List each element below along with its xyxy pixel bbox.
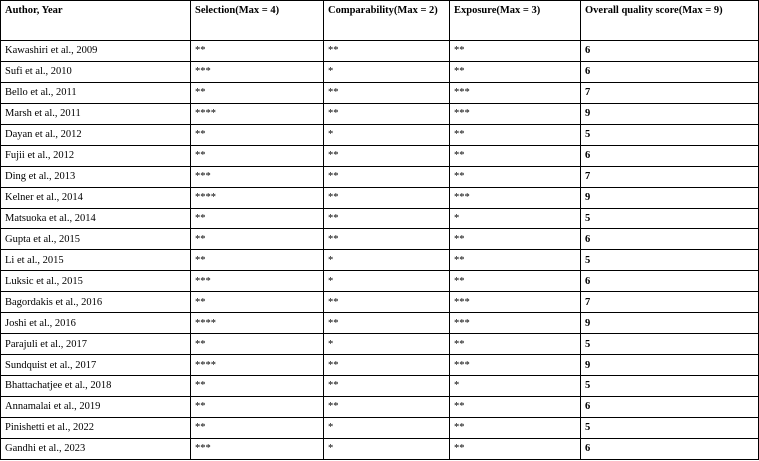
comparability-cell: ** (324, 145, 450, 166)
selection-cell: ** (191, 124, 324, 145)
comparability-cell: ** (324, 41, 450, 62)
exposure-cell: *** (450, 355, 581, 376)
selection-cell: *** (191, 166, 324, 187)
table-row (1, 103, 759, 124)
author-year-cell: Luksic et al., 2015 (1, 271, 191, 292)
comparability-cell: * (324, 271, 450, 292)
header-overall-score: Overall quality score(Max = 9) (581, 1, 759, 41)
selection-cell: ** (191, 208, 324, 229)
table-row (1, 145, 759, 166)
comparability-cell: ** (324, 82, 450, 103)
author-year-cell: Gupta et al., 2015 (1, 229, 191, 250)
author-year-cell: Fujii et al., 2012 (1, 145, 191, 166)
overall-score-cell: 5 (581, 417, 759, 438)
author-year-cell: Pinishetti et al., 2022 (1, 417, 191, 438)
table-row (1, 208, 759, 229)
selection-cell: ** (191, 396, 324, 417)
overall-score-cell: 9 (581, 187, 759, 208)
overall-score-cell: 5 (581, 250, 759, 271)
table-row (1, 187, 759, 208)
comparability-cell: ** (324, 187, 450, 208)
exposure-cell: ** (450, 145, 581, 166)
header-exposure: Exposure(Max = 3) (450, 1, 581, 41)
overall-score-cell: 5 (581, 208, 759, 229)
comparability-cell: * (324, 61, 450, 82)
overall-score-cell: 5 (581, 376, 759, 397)
author-year-cell: Sufi et al., 2010 (1, 61, 191, 82)
table-row (1, 438, 759, 459)
selection-cell: ** (191, 145, 324, 166)
table-row (1, 396, 759, 417)
exposure-cell: *** (450, 187, 581, 208)
overall-score-cell: 6 (581, 396, 759, 417)
author-year-cell: Bagordakis et al., 2016 (1, 292, 191, 313)
comparability-cell: ** (324, 313, 450, 334)
selection-cell: **** (191, 355, 324, 376)
overall-score-cell: 9 (581, 355, 759, 376)
author-year-cell: Joshi et al., 2016 (1, 313, 191, 334)
overall-score-cell: 5 (581, 334, 759, 355)
comparability-cell: ** (324, 376, 450, 397)
comparability-cell: * (324, 417, 450, 438)
selection-cell: *** (191, 61, 324, 82)
selection-cell: **** (191, 103, 324, 124)
table-row (1, 41, 759, 62)
selection-cell: *** (191, 438, 324, 459)
exposure-cell: ** (450, 61, 581, 82)
overall-score-cell: 7 (581, 166, 759, 187)
table-row (1, 376, 759, 397)
author-year-cell: Bello et al., 2011 (1, 82, 191, 103)
selection-cell: *** (191, 271, 324, 292)
header-author-year: Author, Year (1, 1, 191, 41)
exposure-cell: ** (450, 229, 581, 250)
table-row (1, 355, 759, 376)
selection-cell: ** (191, 41, 324, 62)
author-year-cell: Kelner et al., 2014 (1, 187, 191, 208)
table-row (1, 124, 759, 145)
comparability-cell: * (324, 124, 450, 145)
overall-score-cell: 6 (581, 61, 759, 82)
table-row (1, 417, 759, 438)
selection-cell: ** (191, 376, 324, 397)
author-year-cell: Annamalai et al., 2019 (1, 396, 191, 417)
selection-cell: ** (191, 417, 324, 438)
author-year-cell: Parajuli et al., 2017 (1, 334, 191, 355)
author-year-cell: Dayan et al., 2012 (1, 124, 191, 145)
selection-cell: ** (191, 334, 324, 355)
table-body (1, 41, 759, 460)
exposure-cell: *** (450, 292, 581, 313)
exposure-cell: * (450, 208, 581, 229)
table-row (1, 61, 759, 82)
table-row (1, 250, 759, 271)
selection-cell: **** (191, 313, 324, 334)
author-year-cell: Li et al., 2015 (1, 250, 191, 271)
overall-score-cell: 5 (581, 124, 759, 145)
author-year-cell: Matsuoka et al., 2014 (1, 208, 191, 229)
table-row (1, 313, 759, 334)
table-row (1, 82, 759, 103)
comparability-cell: * (324, 334, 450, 355)
selection-cell: ** (191, 250, 324, 271)
author-year-cell: Marsh et al., 2011 (1, 103, 191, 124)
exposure-cell: *** (450, 103, 581, 124)
overall-score-cell: 9 (581, 313, 759, 334)
table-row (1, 271, 759, 292)
author-year-cell: Kawashiri et al., 2009 (1, 41, 191, 62)
exposure-cell: *** (450, 313, 581, 334)
table-row (1, 334, 759, 355)
exposure-cell: ** (450, 124, 581, 145)
comparability-cell: ** (324, 208, 450, 229)
header-comparability: Comparability(Max = 2) (324, 1, 450, 41)
comparability-cell: ** (324, 292, 450, 313)
exposure-cell: ** (450, 396, 581, 417)
selection-cell: ** (191, 82, 324, 103)
overall-score-cell: 7 (581, 292, 759, 313)
exposure-cell: ** (450, 41, 581, 62)
header-row (1, 1, 759, 41)
exposure-cell: ** (450, 438, 581, 459)
exposure-cell: * (450, 376, 581, 397)
overall-score-cell: 6 (581, 438, 759, 459)
table-row (1, 292, 759, 313)
author-year-cell: Bhattachatjee et al., 2018 (1, 376, 191, 397)
comparability-cell: ** (324, 396, 450, 417)
comparability-cell: ** (324, 355, 450, 376)
overall-score-cell: 6 (581, 41, 759, 62)
comparability-cell: ** (324, 166, 450, 187)
overall-score-cell: 6 (581, 145, 759, 166)
exposure-cell: ** (450, 271, 581, 292)
comparability-cell: * (324, 438, 450, 459)
header-selection: Selection(Max = 4) (191, 1, 324, 41)
overall-score-cell: 6 (581, 271, 759, 292)
exposure-cell: ** (450, 166, 581, 187)
author-year-cell: Gandhi et al., 2023 (1, 438, 191, 459)
exposure-cell: ** (450, 417, 581, 438)
comparability-cell: ** (324, 103, 450, 124)
author-year-cell: Sundquist et al., 2017 (1, 355, 191, 376)
table-row (1, 229, 759, 250)
exposure-cell: *** (450, 82, 581, 103)
table-row (1, 166, 759, 187)
overall-score-cell: 7 (581, 82, 759, 103)
selection-cell: **** (191, 187, 324, 208)
selection-cell: ** (191, 229, 324, 250)
exposure-cell: ** (450, 334, 581, 355)
overall-score-cell: 6 (581, 229, 759, 250)
comparability-cell: ** (324, 229, 450, 250)
comparability-cell: * (324, 250, 450, 271)
overall-score-cell: 9 (581, 103, 759, 124)
exposure-cell: ** (450, 250, 581, 271)
selection-cell: ** (191, 292, 324, 313)
author-year-cell: Ding et al., 2013 (1, 166, 191, 187)
